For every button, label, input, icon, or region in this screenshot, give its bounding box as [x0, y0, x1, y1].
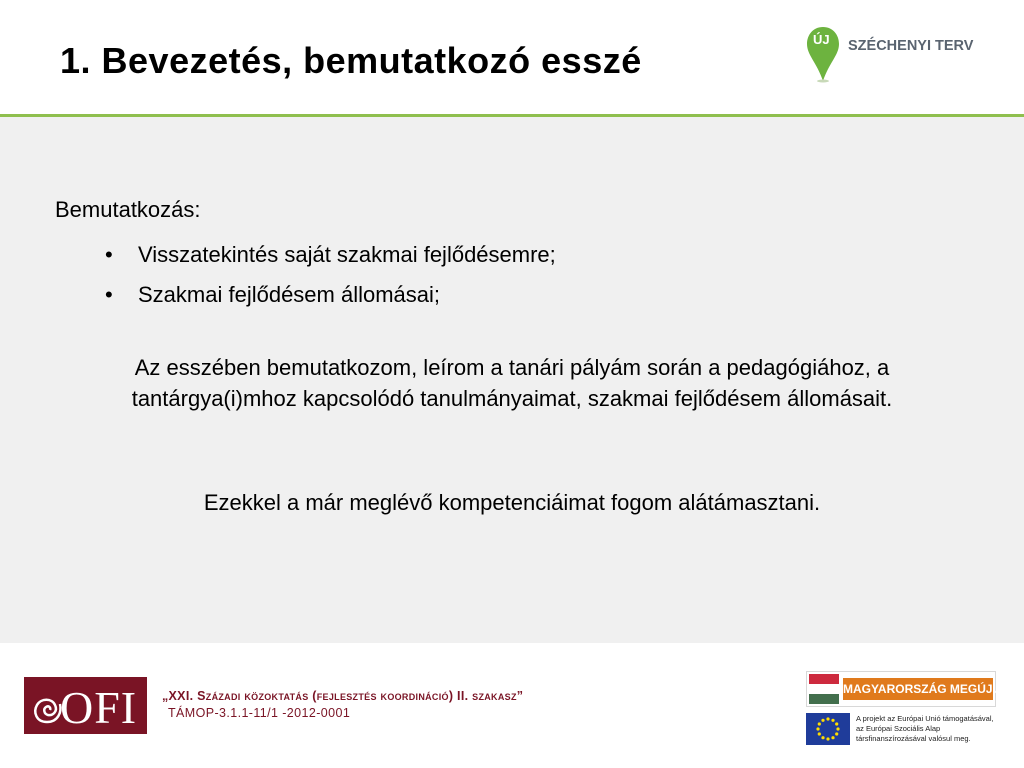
mm-logo-text: MAGYARORSZÁG MEGÚJUL: [843, 678, 993, 700]
slide-title: 1. Bevezetés, bemutatkozó esszé: [60, 40, 642, 81]
magyarorszag-megujul-logo: [806, 671, 1009, 707]
uj-szechenyi-terv-logo: [805, 25, 985, 85]
eu-support-logo: [806, 713, 996, 747]
logo-name: SZÉCHENYI TERV: [848, 38, 974, 54]
eu-support-text: A projekt az Európai Unió támogatásával, az Európai Szociális Alap társfinanszírozásával valósul meg.: [856, 714, 994, 743]
slide-footer: [0, 643, 1024, 768]
program-code: TÁMOP-3.1.1-11/1 -2012-0001: [168, 706, 351, 720]
hungarian-flag-icon: [809, 674, 839, 704]
essay-paragraph: Az esszében bemutatkozom, leírom a tanári pályám során a pedagógiához, a tantárgya(i)mhoz kapcsolódó tanulmányaimat, szakmai fejlődésem állomásait.: [131, 355, 893, 411]
ofi-logo: [24, 677, 147, 734]
program-title: „XXI. Századi közoktatás (fejlesztés koordináció) II. szakasz”: [162, 689, 524, 703]
competence-paragraph: Ezekkel a már meglévő kompetenciáimat fogom alátámasztani.: [203, 490, 821, 515]
bullet-icon: •: [105, 242, 113, 267]
intro-label: Bemutatkozás:: [55, 197, 201, 222]
bullet-icon: •: [105, 282, 113, 307]
slide-header: [0, 0, 1024, 116]
logo-badge: ÚJ: [813, 32, 830, 47]
spiral-icon: [30, 686, 64, 726]
slide-content: [0, 117, 1024, 643]
ofi-logo-text: OFI: [60, 682, 138, 733]
bullet-list: [105, 235, 556, 315]
list-item: • Szakmai fejlődésem állomásai;: [105, 275, 556, 315]
eu-flag-icon: [806, 713, 850, 745]
list-item: • Visszatekintés saját szakmai fejlődésemre;: [105, 235, 556, 275]
